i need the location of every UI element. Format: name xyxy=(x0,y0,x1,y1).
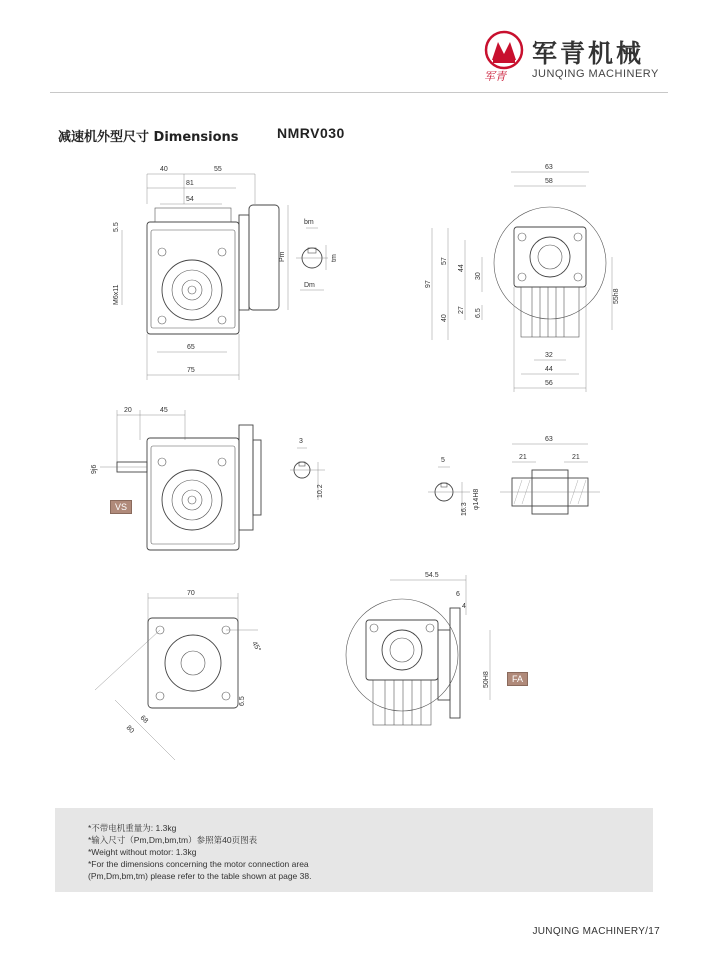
dim-40: 40 xyxy=(160,166,168,173)
dim-55h8: 55h8 xyxy=(613,288,620,304)
dim-65: 65 xyxy=(187,344,195,351)
note-weight-en: *Weight without motor: 1.3kg xyxy=(88,847,197,857)
dim-6: 6 xyxy=(456,591,460,598)
dim-dm: Dm xyxy=(304,282,315,289)
dim-bm: bm xyxy=(304,219,314,226)
dim-m6x11: M6x11 xyxy=(113,284,120,305)
dim-45: 45 xyxy=(160,407,168,414)
note-motor-en: *For the dimensions concerning the motor connection area xyxy=(88,859,309,869)
input-shaft-key-section xyxy=(290,438,325,500)
dim-44-v: 44 xyxy=(458,264,465,272)
dim-81: 81 xyxy=(186,180,194,187)
motor-shaft-key-section xyxy=(296,219,338,290)
dim-pm: Pm xyxy=(279,251,286,262)
flange-view xyxy=(95,590,263,760)
dim-50h8: 50H8 xyxy=(483,671,490,688)
note-motor-en-2: (Pm,Dm,bm,tm) please refer to the table shown at page 38. xyxy=(88,871,312,881)
page-title: 减速机外型尺寸 Dimensions xyxy=(58,130,239,145)
note-input-cn: *输入尺寸（Pm,Dm,bm,tm）参照第40页图表 xyxy=(88,835,258,845)
dim-10-2: 10.2 xyxy=(317,484,324,498)
dim-9j6: 9j6 xyxy=(91,464,98,474)
vs-tag: VS xyxy=(110,500,132,514)
dim-5: 5 xyxy=(441,457,445,464)
dim-27: 27 xyxy=(458,306,465,314)
model-number: NMRV030 xyxy=(277,125,345,141)
brand-seal: 军青 xyxy=(484,70,506,83)
dim-68: 68 xyxy=(138,714,150,725)
side-view-output xyxy=(425,164,620,392)
dim-80: 80 xyxy=(124,724,136,735)
dim-32: 32 xyxy=(545,352,553,359)
dim-44: 44 xyxy=(545,366,553,373)
dim-16-3: 16.3 xyxy=(461,502,468,516)
brand-name-en: JUNQING MACHINERY xyxy=(532,68,659,80)
dim-70: 70 xyxy=(187,590,195,597)
dim-21-b: 21 xyxy=(572,454,580,461)
dim-58: 58 xyxy=(545,178,553,185)
page-footer: JUNQING MACHINERY/17 xyxy=(532,926,660,937)
dim-6-5-f: 6.5 xyxy=(239,696,246,706)
dim-97: 97 xyxy=(425,280,432,288)
dim-54-5: 54.5 xyxy=(425,572,439,579)
dim-54: 54 xyxy=(186,196,194,203)
fa-tag: FA xyxy=(507,672,528,686)
dim-tm: tm xyxy=(331,254,338,262)
front-view-motor-flange xyxy=(113,166,288,380)
front-view-vs-shaft xyxy=(91,407,261,550)
dim-20: 20 xyxy=(124,407,132,414)
hollow-shaft-key-section xyxy=(428,457,480,516)
dim-55: 55 xyxy=(214,166,222,173)
dim-57: 57 xyxy=(441,257,448,265)
dim-3: 3 xyxy=(299,438,303,445)
dim-75: 75 xyxy=(187,367,195,374)
dim-63: 63 xyxy=(545,164,553,171)
dim-5-5: 5.5 xyxy=(113,222,120,232)
dim-45-deg: 45° xyxy=(250,640,262,654)
dim-4: 4 xyxy=(462,603,466,610)
note-weight-cn: *不带电机重量为: 1.3kg xyxy=(88,823,177,833)
dim-56: 56 xyxy=(545,380,553,387)
dim-21-a: 21 xyxy=(519,454,527,461)
dim-phi14h8: φ14H8 xyxy=(473,488,480,510)
hollow-shaft-section xyxy=(500,436,600,514)
dim-6-5-v: 6.5 xyxy=(475,308,482,318)
dim-30: 30 xyxy=(475,272,482,280)
dim-63-b: 63 xyxy=(545,436,553,443)
brand-name-cn: 军青机械 xyxy=(532,39,645,68)
fa-side-view xyxy=(346,572,490,725)
dim-40-v: 40 xyxy=(441,314,448,322)
